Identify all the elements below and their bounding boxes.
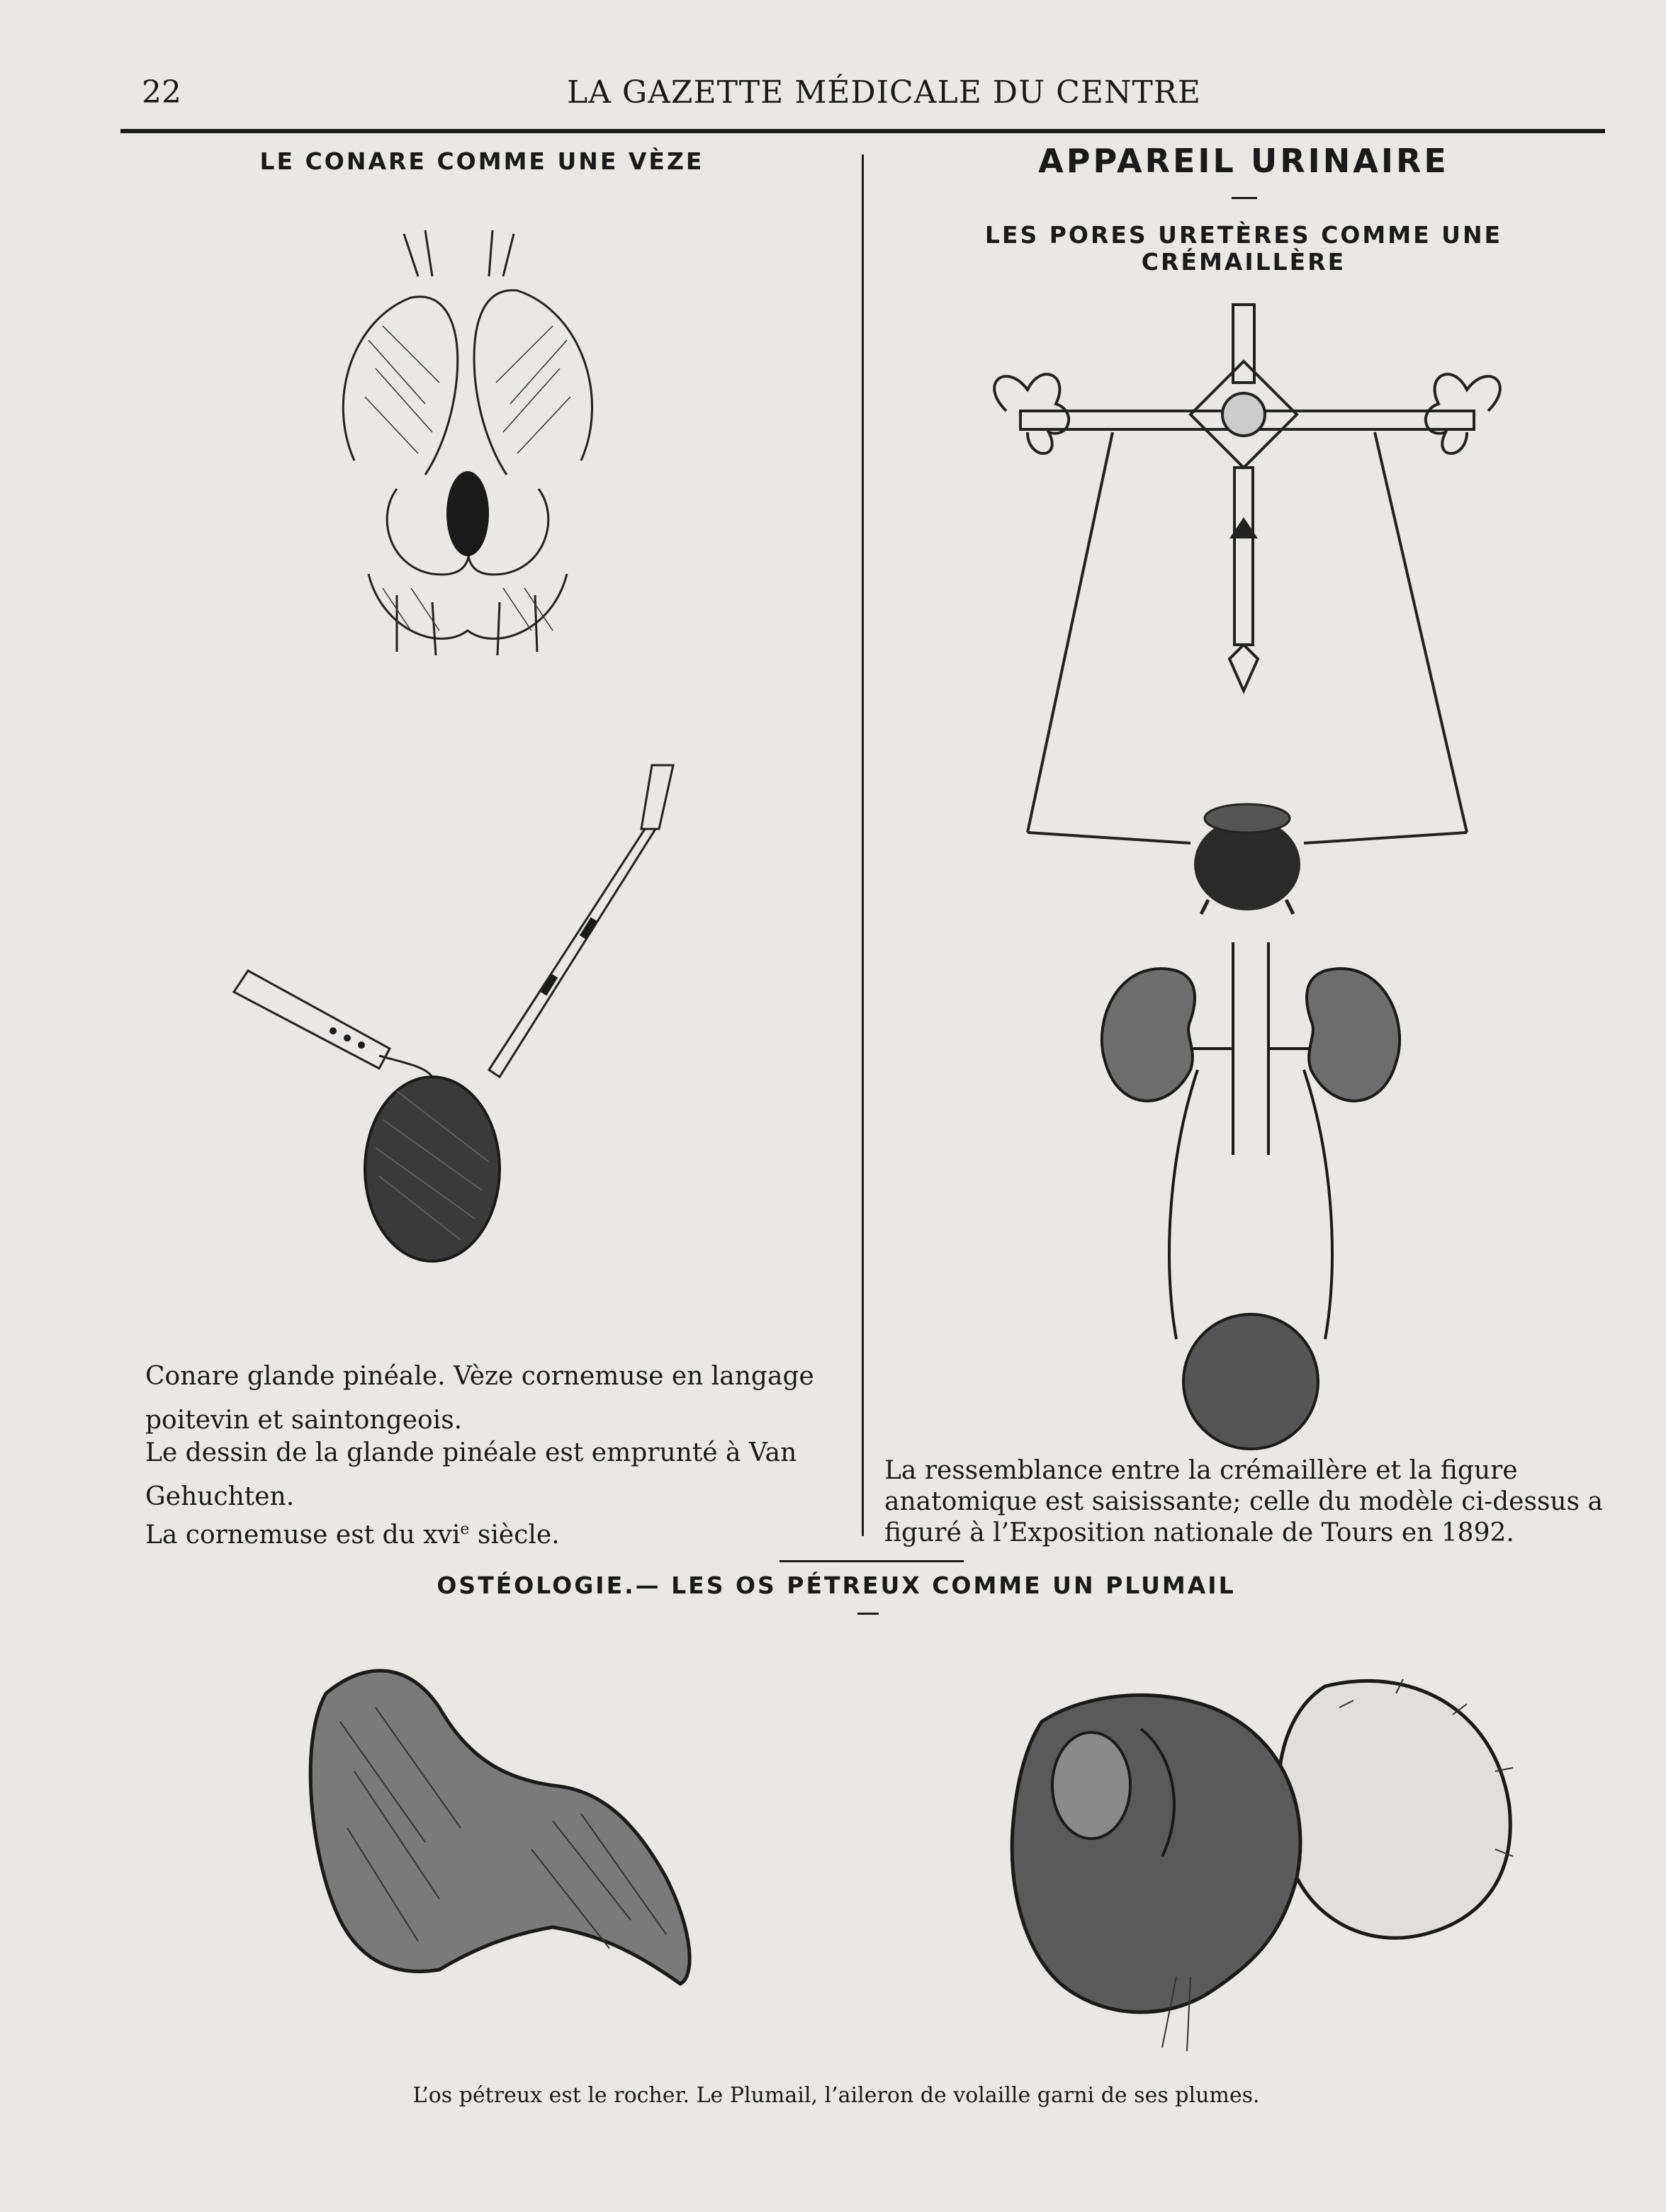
bagpipe-drawing (220, 751, 730, 1275)
cremaillere-drawing (978, 305, 1516, 914)
right-subheading-line2: CRÉMAILLÈRE (1141, 248, 1346, 276)
column-divider (862, 154, 864, 1536)
bottom-heading-dash (857, 1613, 879, 1615)
bottom-heading: OSTÉOLOGIE.— LES OS PÉTREUX COMME UN PLUMAIL (437, 1571, 1236, 1599)
poultry-wing-drawing (999, 1665, 1524, 2062)
page-number: 22 (142, 74, 181, 111)
century-text: La cornemuse est du xvi (145, 1520, 461, 1550)
right-heading: APPAREIL URINAIRE (1038, 142, 1449, 180)
petrous-bone-drawing (298, 1665, 709, 2019)
left-paragraph-1: Conare glande pinéale. Vèze cornemuse en langage poitevin et saintongeois. (145, 1362, 814, 1435)
pineal-gland-drawing (312, 234, 624, 659)
header-rule (120, 129, 1605, 133)
bottom-caption: L’os pétreux est le rocher. Le Plumail, l’aileron de volaille garni de ses plumes. (412, 2083, 1260, 2108)
right-subheading-line1: LES PORES URETÈRES COMME UNE (984, 221, 1503, 249)
left-heading: LE CONARE COMME UNE VÈZE (259, 147, 704, 175)
century-suffix: siècle. (469, 1520, 560, 1550)
heading-dash (1232, 197, 1257, 199)
left-paragraph-3 (145, 1508, 847, 1557)
century-superscript: e (460, 1520, 470, 1538)
urinary-apparatus-drawing (1091, 942, 1410, 1452)
journal-title: LA GAZETTE MÉDICALE DU CENTRE (567, 74, 1202, 111)
right-paragraph: La ressemblance entre la crémaillère et la figure anatomique est saisissante; celle du modèle ci-dessus a figuré à l’Exposition nationale de Tours en 1892. (884, 1456, 1603, 1547)
left-paragraph-2: Le dessin de la glande pinéale est emprunté à Van Gehuchten. (145, 1438, 797, 1511)
section-rule (779, 1560, 964, 1562)
